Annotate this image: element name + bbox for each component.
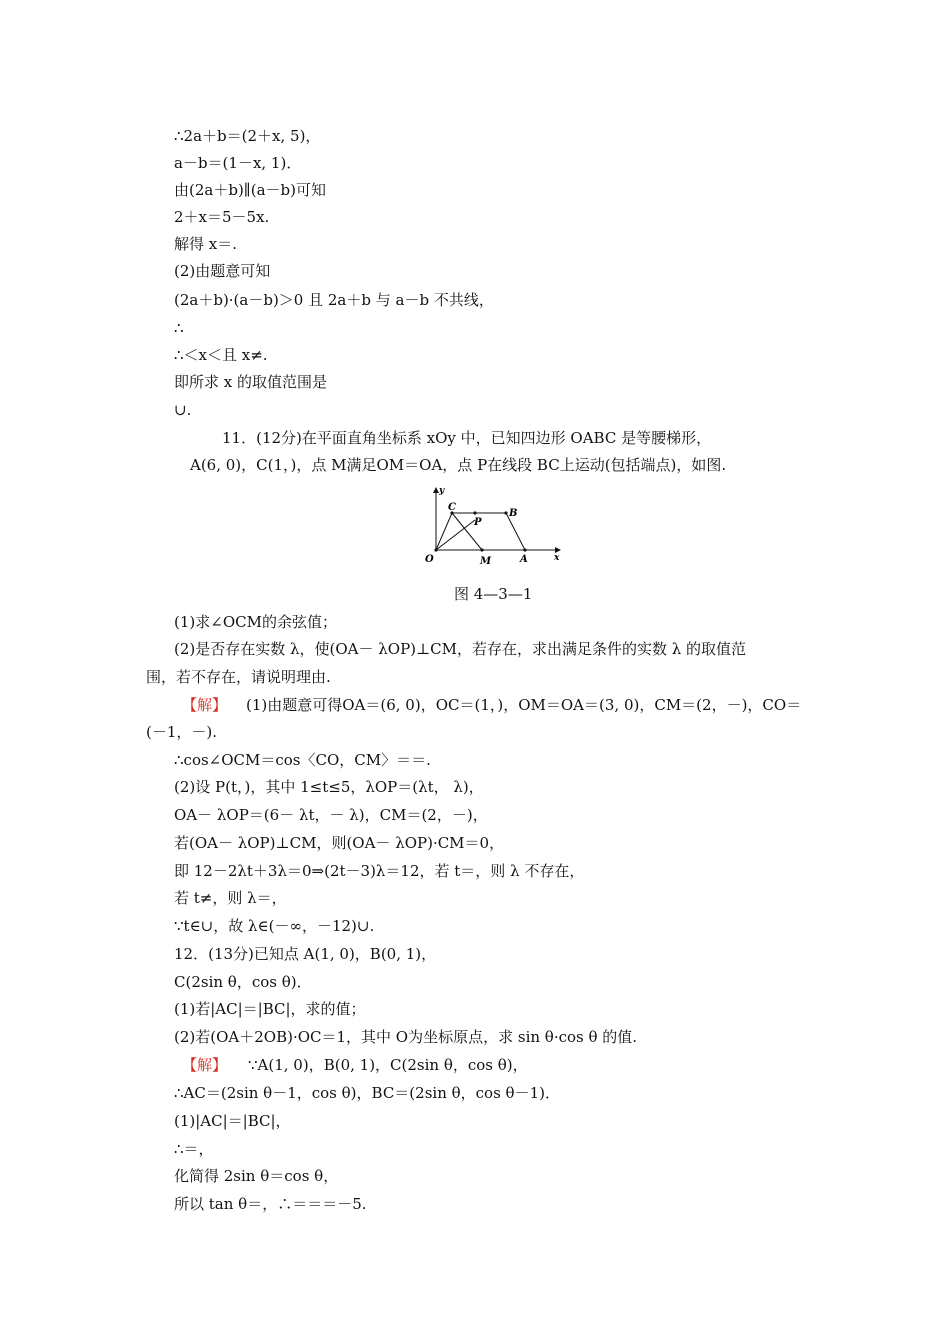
text-line: ∵t∈∪，故 λ∈(－∞，－12)∪. bbox=[174, 917, 375, 935]
label-c: C bbox=[448, 502, 456, 513]
text-line: A(6, 0)，C(1，)，点 M满足OM＝OA，点 P在线段 BC上运动(包括端点)，如图. bbox=[190, 456, 727, 474]
text-line: ∵A(1, 0)，B(0, 1)，C(2sin θ，cos θ)， bbox=[248, 1056, 528, 1074]
label-p: P bbox=[474, 517, 482, 528]
text-line: ∴＜x＜且 x≠. bbox=[174, 346, 268, 364]
text-line: 围，若不存在，请说明理由. bbox=[146, 668, 331, 686]
text-line: (1)|AC|＝|BC|， bbox=[174, 1112, 291, 1130]
text-line: (1)若|AC|＝|BC|，求的值； bbox=[174, 1000, 366, 1018]
text-line: ∴cos∠OCM＝cos〈CO，CM〉＝＝. bbox=[174, 751, 431, 769]
text-line: ∴ bbox=[174, 319, 184, 337]
problem-11-heading: 11．(12分)在平面直角坐标系 xOy 中，已知四边形 OABC 是等腰梯形， bbox=[222, 429, 712, 447]
trapezoid-figure bbox=[418, 484, 566, 568]
text-line: (2)是否存在实数 λ，使(OA－ λOP)⊥CM，若存在，求出满足条件的实数 λ 的取值范 bbox=[174, 640, 747, 658]
text-line: ∪. bbox=[174, 401, 192, 419]
text-line: 解得 x＝. bbox=[174, 235, 237, 253]
text-line: 由(2a＋b)∥(a－b)可知 bbox=[174, 181, 326, 199]
label-o: O bbox=[425, 554, 434, 565]
text-line: C(2sin θ，cos θ)． bbox=[174, 973, 312, 991]
text-line: 所以 tan θ＝，∴＝＝＝－5. bbox=[174, 1195, 367, 1213]
text-line: 即所求 x 的取值范围是 bbox=[174, 373, 327, 391]
figure-caption: 图 4—3—1 bbox=[454, 585, 533, 603]
text-line: (1)求∠OCM的余弦值； bbox=[174, 613, 337, 631]
text-line: ∴2a＋b＝(2＋x, 5)， bbox=[174, 127, 321, 145]
text-line: (－1，－). bbox=[146, 723, 218, 741]
text-line: (1)由题意可得OA＝(6, 0)，OC＝(1，)，OM＝OA＝(3, 0)，CM＝(2，－)，CO＝ bbox=[246, 696, 802, 714]
problem-12-heading: 12．(13分)已知点 A(1, 0)，B(0, 1)， bbox=[174, 945, 437, 963]
label-y: y bbox=[439, 486, 445, 496]
solution-tag: 【解】 bbox=[182, 1056, 228, 1074]
label-a: A bbox=[520, 554, 528, 565]
text-line: (2)由题意可知 bbox=[174, 262, 271, 280]
text-line: ∴＝， bbox=[174, 1140, 214, 1158]
text-line: 化简得 2sin θ＝cos θ， bbox=[174, 1167, 339, 1185]
text-line: 即 12－2λt＋3λ＝0⇒(2t－3)λ＝12，若 t＝，则 λ 不存在， bbox=[174, 862, 585, 880]
text-line: (2a＋b)·(a－b)＞0 且 2a＋b 与 a－b 不共线， bbox=[174, 291, 494, 309]
text-line: ∴AC＝(2sin θ－1，cos θ)，BC＝(2sin θ，cos θ－1)． bbox=[174, 1084, 560, 1102]
text-line: OA－ λOP＝(6－ λt，－ λ)，CM＝(2，－)， bbox=[174, 806, 488, 824]
label-b: B bbox=[509, 508, 518, 519]
solution-tag: 【解】 bbox=[182, 696, 228, 714]
text-line: (2)若(OA＋2OB)·OC＝1，其中 O为坐标原点，求 sin θ·cos θ 的值. bbox=[174, 1028, 638, 1046]
text-line: 若 t≠，则 λ＝， bbox=[174, 889, 287, 907]
text-line: a－b＝(1－x, 1)． bbox=[174, 154, 302, 172]
text-line: 若(OA－ λOP)⊥CM，则(OA－ λOP)·CM＝0， bbox=[174, 834, 505, 852]
text-line: (2)设 P(t，)，其中 1≤t≤5，λOP＝(λt， λ)， bbox=[174, 778, 484, 796]
label-m: M bbox=[480, 556, 492, 567]
label-x: x bbox=[554, 553, 560, 563]
text-line: 2＋x＝5－5x. bbox=[174, 208, 270, 226]
